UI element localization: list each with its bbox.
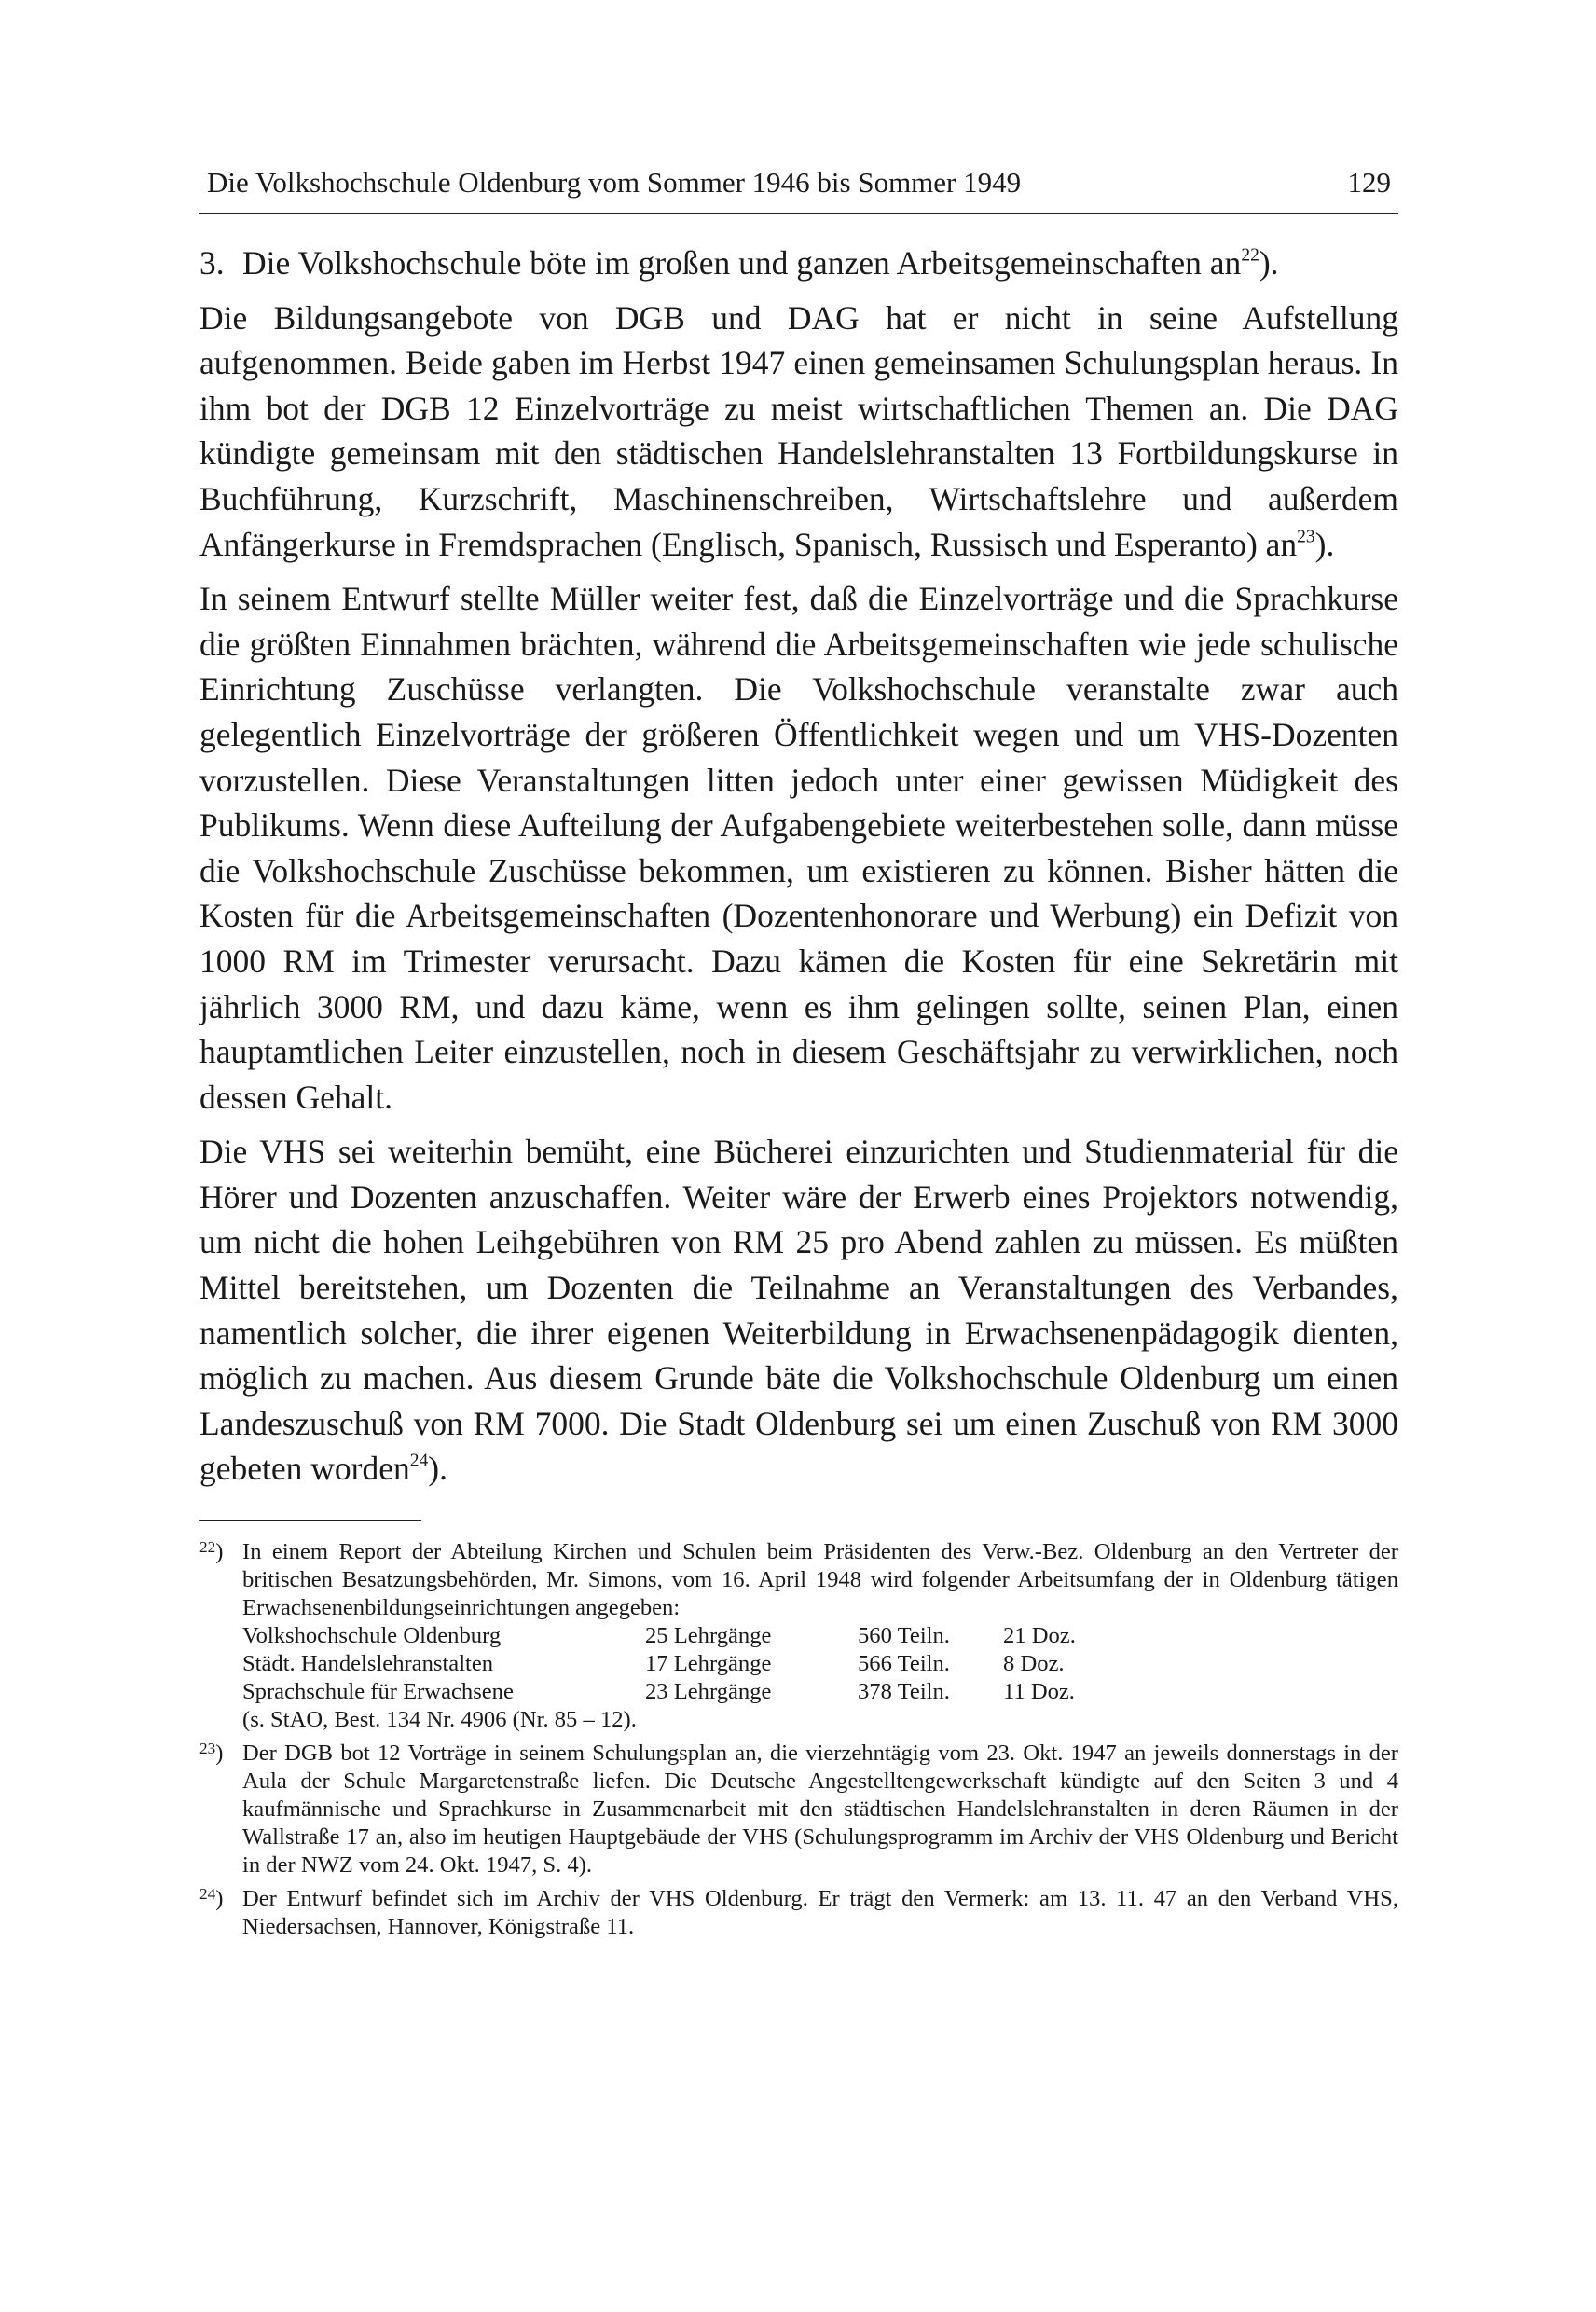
table-row: [242, 1678, 1076, 1706]
footnote-divider: [200, 1520, 421, 1521]
footnote-paren: ): [215, 1741, 224, 1767]
list-item-3: [200, 241, 1398, 286]
running-head: [200, 166, 1398, 214]
footnote-text: Der DGB bot 12 Vorträge in seinem Schulungsplan an, die vierzehntägig vom 23. Okt. 1947 an jeweils donnerstags in der Aula der Schule Margaretenstraße liefen. Die Deutsche Angestelltengewerkschaft kündigte auf den Seiten 3 und 4 kaufmännische und Sprachkurse in Zusammenarbeit mit den städtischen Handelslehranstalten in deren Räumen in der Wallstraße 17 an, also im heutigen Hauptgebäude der VHS (Schulungsprogramm im Archiv der VHS Oldenburg und Bericht in der NWZ vom 24. Okt. 1947, S. 4).: [242, 1741, 1398, 1878]
paragraph-1: [200, 296, 1398, 568]
table-cell: 378 Teiln.: [858, 1679, 950, 1705]
footnote-paren: ): [215, 1539, 224, 1565]
table-cell: Städt. Handelslehranstalten: [242, 1651, 494, 1677]
table-cell: 8 Doz.: [1003, 1651, 1065, 1677]
footnotes: [200, 1538, 1398, 1941]
table-cell: 25 Lehrgänge: [645, 1623, 772, 1649]
page-number: 129: [1347, 166, 1391, 199]
paragraph-2: [200, 576, 1398, 1120]
footnote-marker: [200, 1885, 242, 1941]
footnote-23: [200, 1740, 1398, 1879]
table-cell: 560 Teiln.: [858, 1623, 950, 1649]
footnote-body: [242, 1538, 1398, 1734]
body-text: [200, 241, 1398, 1492]
page: [200, 166, 1398, 1947]
running-title: Die Volkshochschule Oldenburg vom Sommer 1946 bis Sommer 1949: [207, 166, 1022, 199]
table-cell: Volkshochschule Oldenburg: [242, 1623, 502, 1649]
table-cell: 21 Doz.: [1003, 1623, 1076, 1649]
paragraph-3-tail: ).: [428, 1450, 447, 1488]
paragraph-3: [200, 1129, 1398, 1492]
footnote-number: 24: [200, 1885, 216, 1904]
table-cell: 566 Teiln.: [858, 1651, 950, 1677]
list-item-text: [242, 241, 1398, 286]
footnote-ref-23[interactable]: 23: [1297, 526, 1315, 546]
footnote-paren: ): [215, 1886, 224, 1912]
paragraph-2-text: In seinem Entwurf stellte Müller weiter fest, daß die Einzelvorträge und die Sprachkurse die größten Einnahmen brächten, während die Arbeitsgemeinschaften wie jede schulische Einrichtung Zuschüsse verlangten. Die Volkshochschule veranstalte zwar auch gelegentlich Einzelvorträge der größeren Öffentlichkeit wegen und um VHS-Dozenten vorzustellen. Diese Veranstaltungen litten jedoch unter einer gewissen Müdigkeit des Publikums. Wenn diese Aufteilung der Aufgabengebiete weiterbestehen solle, dann müsse die Volkshochschule Zuschüsse bekommen, um existieren zu können. Bisher hätten die Kosten für die Arbeitsgemeinschaften (Dozentenhonorare und Werbung) ein Defizit von 1000 RM im Trimester verursacht. Dazu kämen die Kosten für eine Sekretärin mit jährlich 3000 RM, und dazu käme, wenn es ihm gelingen sollte, seinen Plan, einen hauptamtlichen Leiter einzustellen, noch in diesem Geschäftsjahr zu verwirklichen, noch dessen Gehalt.: [200, 580, 1398, 1116]
footnote-ref-22[interactable]: 22: [1241, 245, 1259, 266]
table-cell: 17 Lehrgänge: [645, 1651, 772, 1677]
footnote-number: 22: [200, 1538, 216, 1557]
table-cell: Sprachschule für Erwachsene: [242, 1679, 514, 1705]
paragraph-1-tail: ).: [1314, 525, 1335, 563]
table-row: [242, 1650, 1076, 1678]
footnote-22: [200, 1538, 1398, 1734]
table-row: [242, 1622, 1076, 1650]
table-cell: 23 Lehrgänge: [645, 1679, 772, 1705]
footnote-text: In einem Report der Abteilung Kirchen und Schulen beim Präsidenten des Verw.-Bez. Oldenburg an den Vertreter der britischen Besatzungsbehörden, Mr. Simons, vom 16. April 1948 wird folgender Arbeitsumfang der in Oldenburg tätigen Erwachsenenbildungseinrichtungen angegeben:: [242, 1539, 1398, 1621]
paragraph-3-text: Die VHS sei weiterhin bemüht, eine Bücherei einzurichten und Studienmaterial für die Hörer und Dozenten anzuschaffen. Weiter wäre der Erwerb eines Projektors notwendig, um nicht die hohen Leihgebühren von RM 25 pro Abend zahlen zu müssen. Es müßten Mittel bereitstehen, um Dozenten die Teilnahme an Veranstaltungen des Verbandes, namentlich solcher, die ihrer eigenen Weiterbildung in Erwachsenenpädagogik dienten, möglich zu machen. Aus diesem Grunde bäte die Volkshochschule Oldenburg um einen Landeszuschuß von RM 7000. Die Stadt Oldenburg sei um einen Zuschuß von RM 3000 gebeten worden: [200, 1133, 1398, 1488]
footnote-marker: [200, 1538, 242, 1734]
footnote-number: 23: [200, 1740, 216, 1758]
list-item-content: Die Volkshochschule böte im großen und ganzen Arbeitsgemeinschaften an: [242, 244, 1242, 282]
footnote-ref-24[interactable]: 24: [409, 1451, 429, 1471]
footnote-24: [200, 1885, 1398, 1941]
footnote-source: (s. StAO, Best. 134 Nr. 4906 (Nr. 85 – 12).: [242, 1707, 637, 1733]
list-item-tail: ).: [1259, 244, 1279, 282]
list-item-number: 3.: [200, 244, 225, 282]
footnote-table: [242, 1622, 1076, 1706]
footnote-marker: [200, 1740, 242, 1879]
paragraph-1-text: Die Bildungsangebote von DGB und DAG hat er nicht in seine Aufstellung aufgenommen. Beide gaben im Herbst 1947 einen gemeinsamen Schulungsplan heraus. In ihm bot der DGB 12 Einzelvorträge zu meist wirtschaftlichen Themen an. Die DAG kündigte gemeinsam mit den städtischen Handelslehranstalten 13 Fortbildungskurse in Buchführung, Kurzschrift, Maschinenschreiben, Wirtschaftslehre und außerdem Anfängerkurse in Fremdsprachen (Englisch, Spanisch, Russisch und Esperanto) an: [200, 298, 1398, 563]
table-cell: 11 Doz.: [1003, 1679, 1075, 1705]
footnote-text: Der Entwurf befindet sich im Archiv der VHS Oldenburg. Er trägt den Vermerk: am 13. 11. 47 an den Verband VHS, Niedersachsen, Hannover, Königstraße 11.: [242, 1886, 1398, 1940]
